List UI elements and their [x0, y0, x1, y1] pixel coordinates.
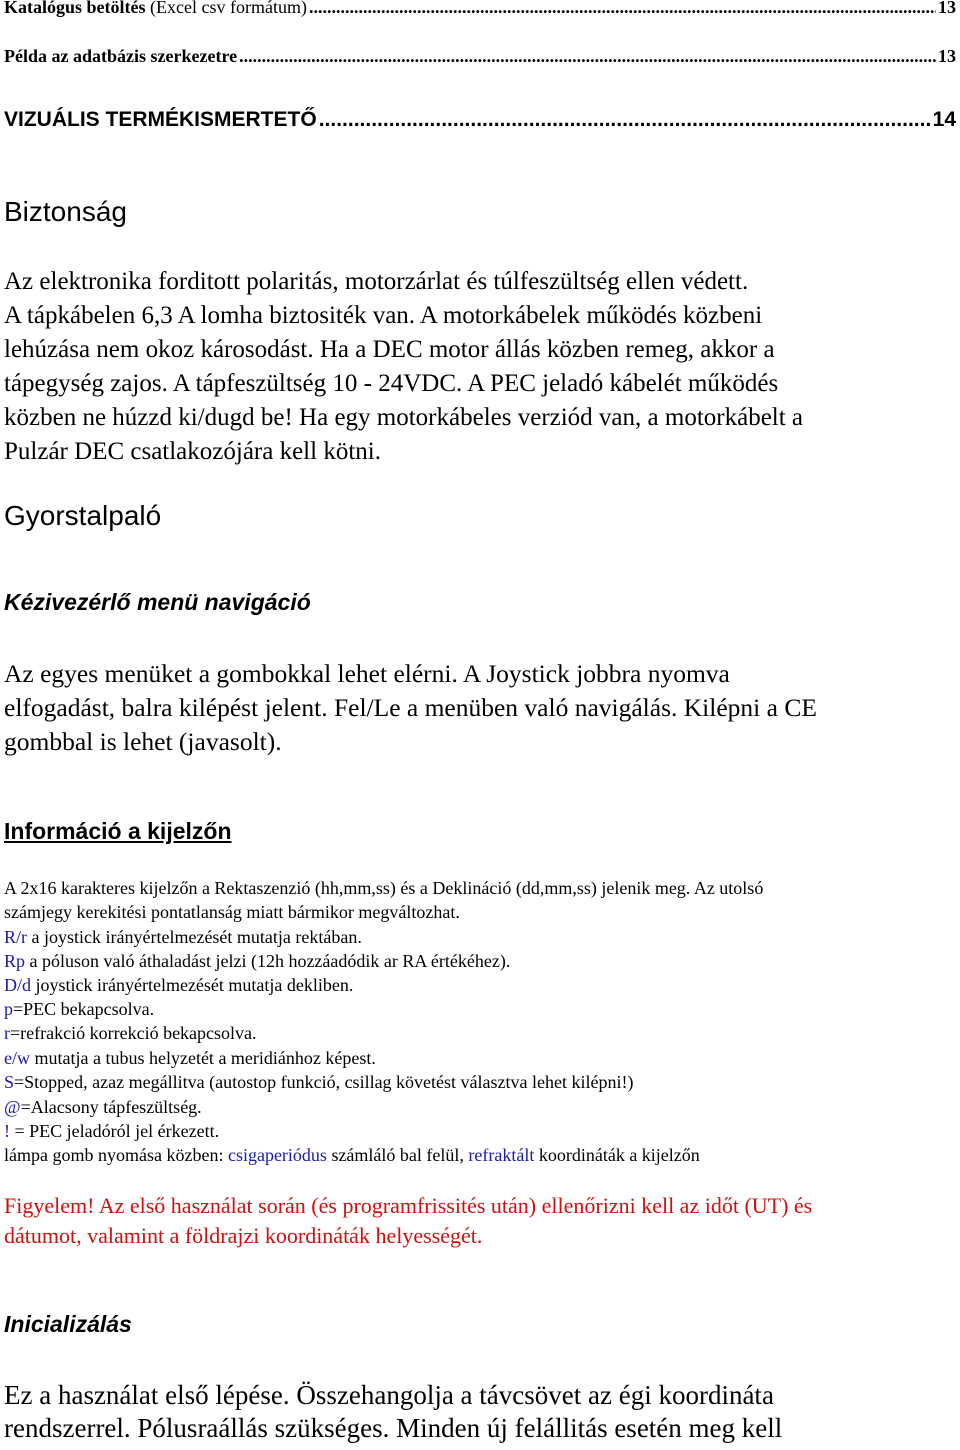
indicator-text: =refrakció korrekció bekapcsolva. — [10, 1023, 257, 1043]
toc-entry[interactable] — [4, 0, 956, 18]
list-item — [4, 1097, 202, 1118]
subheading-menu-navigacio: Kézivezérlő menü navigáció — [4, 589, 311, 615]
toc-entry[interactable] — [4, 108, 956, 132]
indicator-key: Rp — [4, 951, 26, 971]
subheading-inicializalas: Inicializálás — [4, 1311, 132, 1337]
list-item — [4, 975, 353, 996]
paragraph-line: elfogadást, balra kilépést jelent. Fel/Le a menüben való navigálás. Kilépni a CE — [4, 693, 817, 722]
toc-leader — [319, 108, 931, 132]
paragraph-line: lehúzása nem okoz károsodást. Ha a DEC motor állás közben remeg, akkor a — [4, 336, 775, 363]
indicator-text: joystick irányértelmezését mutatja dekliben. — [31, 975, 354, 995]
indicator-key: D/d — [4, 975, 31, 995]
list-item — [4, 1072, 633, 1093]
paragraph-line: Az elektronika forditott polaritás, motorzárlat és túlfeszültség ellen védett. — [4, 268, 749, 295]
paragraph-line: Ez a használat első lépése. Összehangolja a távcsövet az égi koordináta — [4, 1380, 774, 1410]
toc-title: VIZUÁLIS TERMÉKISMERTETŐ — [4, 108, 317, 131]
indicator-text: = PEC jeladóról jel érkezett. — [10, 1121, 220, 1141]
list-item — [4, 1121, 219, 1142]
paragraph-line: A 2x16 karakteres kijelzőn a Rektaszenzió (hh,mm,ss) és a Deklináció (dd,mm,ss) jelenik meg. Az utolsó — [4, 878, 764, 898]
toc-title: Katalógus betöltés — [4, 0, 146, 17]
paragraph-line: gombbal is lehet (javasolt). — [4, 727, 282, 756]
warning-line: dátumot, valamint a földrajzi koordináták helyességét. — [4, 1223, 483, 1248]
paragraph-line: számjegy kerekitési pontatlanság miatt bármikor megváltozhat. — [4, 902, 460, 922]
paragraph-line: közben ne húzzd ki/dugd be! Ha egy motorkábeles verziód van, a motorkábelt a — [4, 404, 804, 431]
toc-leader — [239, 46, 936, 67]
paragraph-line: Az egyes menüket a gombokkal lehet elérni. A Joystick jobbra nyomva — [4, 659, 730, 688]
indicator-key: r — [4, 1023, 10, 1043]
indicator-text: a póluson való áthaladást jelzi (12h hozzáadódik ar RA értékéhez). — [25, 951, 511, 971]
subheading-informacio: Információ a kijelzőn — [4, 818, 232, 844]
indicator-key: p — [4, 999, 13, 1019]
indicator-text: =PEC bekapcsolva. — [13, 999, 155, 1019]
indicator-text: mutatja a tubus helyzetét a meridiánhoz képest. — [30, 1048, 376, 1068]
lamp-highlight: csigaperiódus — [227, 1145, 327, 1165]
paragraph-line: Pulzár DEC csatlakozójára kell kötni. — [4, 438, 381, 465]
list-item — [4, 1023, 257, 1044]
toc-entry[interactable] — [4, 46, 956, 67]
section-heading-biztonsag: Biztonság — [4, 196, 127, 227]
list-item — [4, 1145, 700, 1166]
indicator-key: @ — [4, 1097, 21, 1117]
indicator-key: S — [4, 1072, 15, 1092]
toc-title: Példa az adatbázis szerkezetre — [4, 46, 238, 66]
indicator-text: a joystick irányértelmezését mutatja rektában. — [27, 927, 362, 947]
paragraph-line: tápegység zajos. A tápfeszültség 10 - 24VDC. A PEC jeladó kábelét működés — [4, 370, 779, 397]
section-heading-gyorstalpalo: Gyorstalpaló — [4, 500, 162, 531]
paragraph-line: rendszerrel. Pólusraállás szükséges. Minden új felállitás esetén meg kell — [4, 1413, 783, 1443]
toc-page-number: 13 — [938, 0, 956, 17]
lamp-text: koordináták a kijelzőn — [534, 1145, 700, 1165]
toc-page-number: 13 — [938, 46, 956, 66]
toc-page-number: 14 — [932, 108, 956, 131]
indicator-text: =Stopped, azaz megállitva (autostop funkció, csillag követést választva lehet kilépni!) — [14, 1072, 634, 1092]
indicator-key: R/r — [4, 927, 28, 947]
indicator-key: ! — [4, 1121, 10, 1141]
paragraph-line: A tápkábelen 6,3 A lomha biztositék van. A motorkábelek működés közbeni — [4, 302, 763, 329]
indicator-text: =Alacsony tápfeszültség. — [20, 1097, 202, 1117]
indicator-key: e/w — [4, 1048, 30, 1068]
list-item — [4, 999, 154, 1020]
list-item — [4, 951, 510, 972]
list-item — [4, 1048, 376, 1069]
toc-title-suffix: (Excel csv formátum) — [145, 0, 307, 17]
lamp-highlight: refraktált — [468, 1145, 535, 1165]
lamp-text: lámpa gomb nyomása közben: — [4, 1145, 228, 1165]
list-item — [4, 927, 362, 948]
warning-line: Figyelem! Az első használat során (és programfrissités után) ellenőrizni kell az időt (UT) és — [4, 1193, 813, 1218]
lamp-text: számláló bal felül, — [326, 1145, 469, 1165]
toc-leader — [309, 0, 936, 18]
